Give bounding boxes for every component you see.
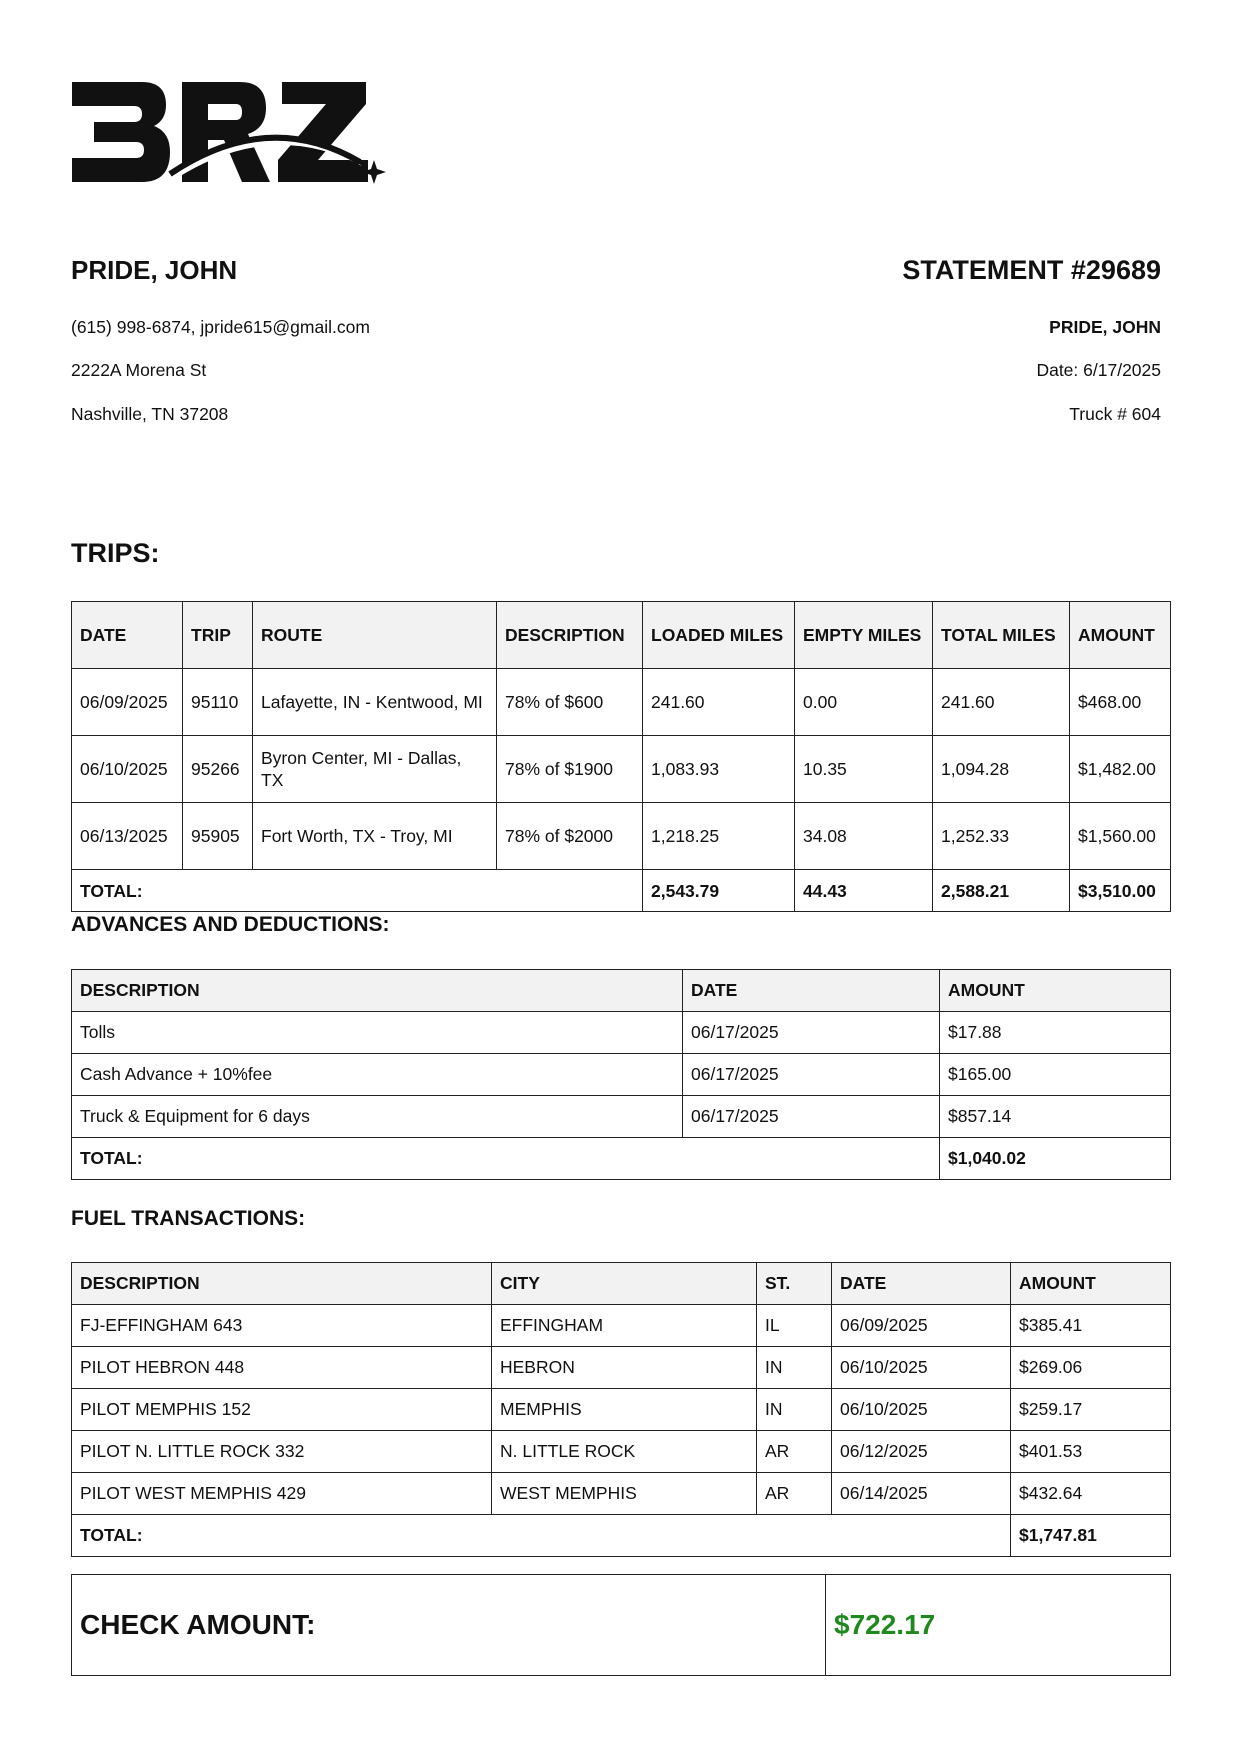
fuel-amount: $259.17	[1011, 1389, 1171, 1431]
advances-total-row	[72, 1138, 1171, 1180]
fuel-city: N. LITTLE ROCK	[492, 1431, 757, 1473]
fuel-description: PILOT WEST MEMPHIS 429	[72, 1473, 492, 1515]
trip-route: Lafayette, IN - Kentwood, MI	[253, 669, 497, 736]
fuel-total-row	[72, 1515, 1171, 1557]
trip-amount: $1,560.00	[1070, 803, 1171, 870]
trip-date: 06/09/2025	[72, 669, 183, 736]
truck-number: Truck # 604	[1069, 404, 1161, 424]
fuel-header-description: DESCRIPTION	[72, 1263, 492, 1305]
trip-empty-miles: 0.00	[795, 669, 933, 736]
trips-total-loaded: 2,543.79	[643, 870, 795, 912]
fuel-title: FUEL TRANSACTIONS:	[71, 1207, 306, 1230]
advance-description: Truck & Equipment for 6 days	[72, 1096, 683, 1138]
trip-description: 78% of $1900	[497, 736, 643, 803]
table-row	[72, 1431, 1171, 1473]
trip-total-miles: 1,252.33	[933, 803, 1070, 870]
trip-amount: $468.00	[1070, 669, 1171, 736]
fuel-city: HEBRON	[492, 1347, 757, 1389]
brz-logo-icon	[70, 78, 390, 196]
advance-amount: $857.14	[940, 1096, 1171, 1138]
table-row	[72, 1473, 1171, 1515]
table-row	[72, 1054, 1171, 1096]
trips-total-empty: 44.43	[795, 870, 933, 912]
trips-header-amount: AMOUNT	[1070, 602, 1171, 669]
trip-route: Byron Center, MI - Dallas, TX	[253, 736, 497, 803]
fuel-state: IN	[757, 1347, 832, 1389]
fuel-total-label: TOTAL:	[72, 1515, 1011, 1557]
trip-date: 06/13/2025	[72, 803, 183, 870]
advance-date: 06/17/2025	[683, 1054, 940, 1096]
fuel-description: PILOT N. LITTLE ROCK 332	[72, 1431, 492, 1473]
trip-empty-miles: 10.35	[795, 736, 933, 803]
statement-title: STATEMENT #29689	[902, 255, 1161, 285]
fuel-total-amount: $1,747.81	[1011, 1515, 1171, 1557]
fuel-city: WEST MEMPHIS	[492, 1473, 757, 1515]
trips-total-label: TOTAL:	[72, 870, 643, 912]
fuel-state: IN	[757, 1389, 832, 1431]
fuel-state: IL	[757, 1305, 832, 1347]
statement-name: PRIDE, JOHN	[1049, 317, 1161, 337]
fuel-city: MEMPHIS	[492, 1389, 757, 1431]
trips-header-description: DESCRIPTION	[497, 602, 643, 669]
fuel-description: PILOT HEBRON 448	[72, 1347, 492, 1389]
trips-total-amount: $3,510.00	[1070, 870, 1171, 912]
trip-number: 95905	[183, 803, 253, 870]
driver-address-line1: 2222A Morena St	[71, 360, 207, 380]
driver-contact: (615) 998-6874, jpride615@gmail.com	[71, 317, 370, 337]
trip-description: 78% of $600	[497, 669, 643, 736]
advance-amount: $17.88	[940, 1012, 1171, 1054]
advances-table	[71, 969, 1171, 1180]
table-row	[72, 1012, 1171, 1054]
trip-number: 95266	[183, 736, 253, 803]
advances-header-description: DESCRIPTION	[72, 970, 683, 1012]
fuel-date: 06/10/2025	[832, 1389, 1011, 1431]
trip-date: 06/10/2025	[72, 736, 183, 803]
trip-loaded-miles: 241.60	[643, 669, 795, 736]
fuel-date: 06/12/2025	[832, 1431, 1011, 1473]
trip-loaded-miles: 1,083.93	[643, 736, 795, 803]
fuel-amount: $385.41	[1011, 1305, 1171, 1347]
advances-title: ADVANCES AND DEDUCTIONS:	[71, 913, 390, 936]
trip-total-miles: 1,094.28	[933, 736, 1070, 803]
advances-header-date: DATE	[683, 970, 940, 1012]
fuel-description: FJ-EFFINGHAM 643	[72, 1305, 492, 1347]
fuel-header-date: DATE	[832, 1263, 1011, 1305]
fuel-header-amount: AMOUNT	[1011, 1263, 1171, 1305]
trip-amount: $1,482.00	[1070, 736, 1171, 803]
trip-empty-miles: 34.08	[795, 803, 933, 870]
fuel-amount: $432.64	[1011, 1473, 1171, 1515]
table-row	[72, 803, 1171, 870]
trips-total-row	[72, 870, 1171, 912]
fuel-amount: $401.53	[1011, 1431, 1171, 1473]
table-row	[72, 736, 1171, 803]
trips-header-total-miles: TOTAL MILES	[933, 602, 1070, 669]
company-logo	[70, 78, 390, 196]
advances-total-label: TOTAL:	[72, 1138, 940, 1180]
fuel-date: 06/14/2025	[832, 1473, 1011, 1515]
advances-total-amount: $1,040.02	[940, 1138, 1171, 1180]
trips-table	[71, 601, 1171, 912]
trips-header-trip: TRIP	[183, 602, 253, 669]
fuel-table	[71, 1262, 1171, 1557]
trips-header-empty-miles: EMPTY MILES	[795, 602, 933, 669]
advance-description: Cash Advance + 10%fee	[72, 1054, 683, 1096]
table-row	[72, 1096, 1171, 1138]
fuel-state: AR	[757, 1431, 832, 1473]
fuel-amount: $269.06	[1011, 1347, 1171, 1389]
trip-description: 78% of $2000	[497, 803, 643, 870]
fuel-description: PILOT MEMPHIS 152	[72, 1389, 492, 1431]
fuel-header-state: ST.	[757, 1263, 832, 1305]
advances-header-amount: AMOUNT	[940, 970, 1171, 1012]
check-amount-row	[72, 1575, 1171, 1676]
table-row	[72, 669, 1171, 736]
fuel-header-city: CITY	[492, 1263, 757, 1305]
trip-route: Fort Worth, TX - Troy, MI	[253, 803, 497, 870]
trips-title: TRIPS:	[71, 538, 160, 568]
advance-date: 06/17/2025	[683, 1096, 940, 1138]
trips-header-route: ROUTE	[253, 602, 497, 669]
trip-number: 95110	[183, 669, 253, 736]
trip-loaded-miles: 1,218.25	[643, 803, 795, 870]
fuel-city: EFFINGHAM	[492, 1305, 757, 1347]
trip-total-miles: 241.60	[933, 669, 1070, 736]
trips-total-miles: 2,588.21	[933, 870, 1070, 912]
check-amount-box	[71, 1574, 1171, 1676]
fuel-date: 06/09/2025	[832, 1305, 1011, 1347]
driver-name: PRIDE, JOHN	[71, 255, 238, 285]
advance-amount: $165.00	[940, 1054, 1171, 1096]
driver-address-line2: Nashville, TN 37208	[71, 404, 229, 424]
advance-date: 06/17/2025	[683, 1012, 940, 1054]
advance-description: Tolls	[72, 1012, 683, 1054]
table-row	[72, 1389, 1171, 1431]
table-row	[72, 1305, 1171, 1347]
table-row	[72, 1347, 1171, 1389]
advances-header-row	[72, 970, 1171, 1012]
trips-header-date: DATE	[72, 602, 183, 669]
trips-header-row	[72, 602, 1171, 669]
check-amount-label: CHECK AMOUNT:	[72, 1575, 826, 1676]
statement-date: Date: 6/17/2025	[1036, 360, 1161, 380]
fuel-date: 06/10/2025	[832, 1347, 1011, 1389]
fuel-state: AR	[757, 1473, 832, 1515]
check-amount-value: $722.17	[826, 1575, 1171, 1676]
fuel-header-row	[72, 1263, 1171, 1305]
trips-header-loaded-miles: LOADED MILES	[643, 602, 795, 669]
